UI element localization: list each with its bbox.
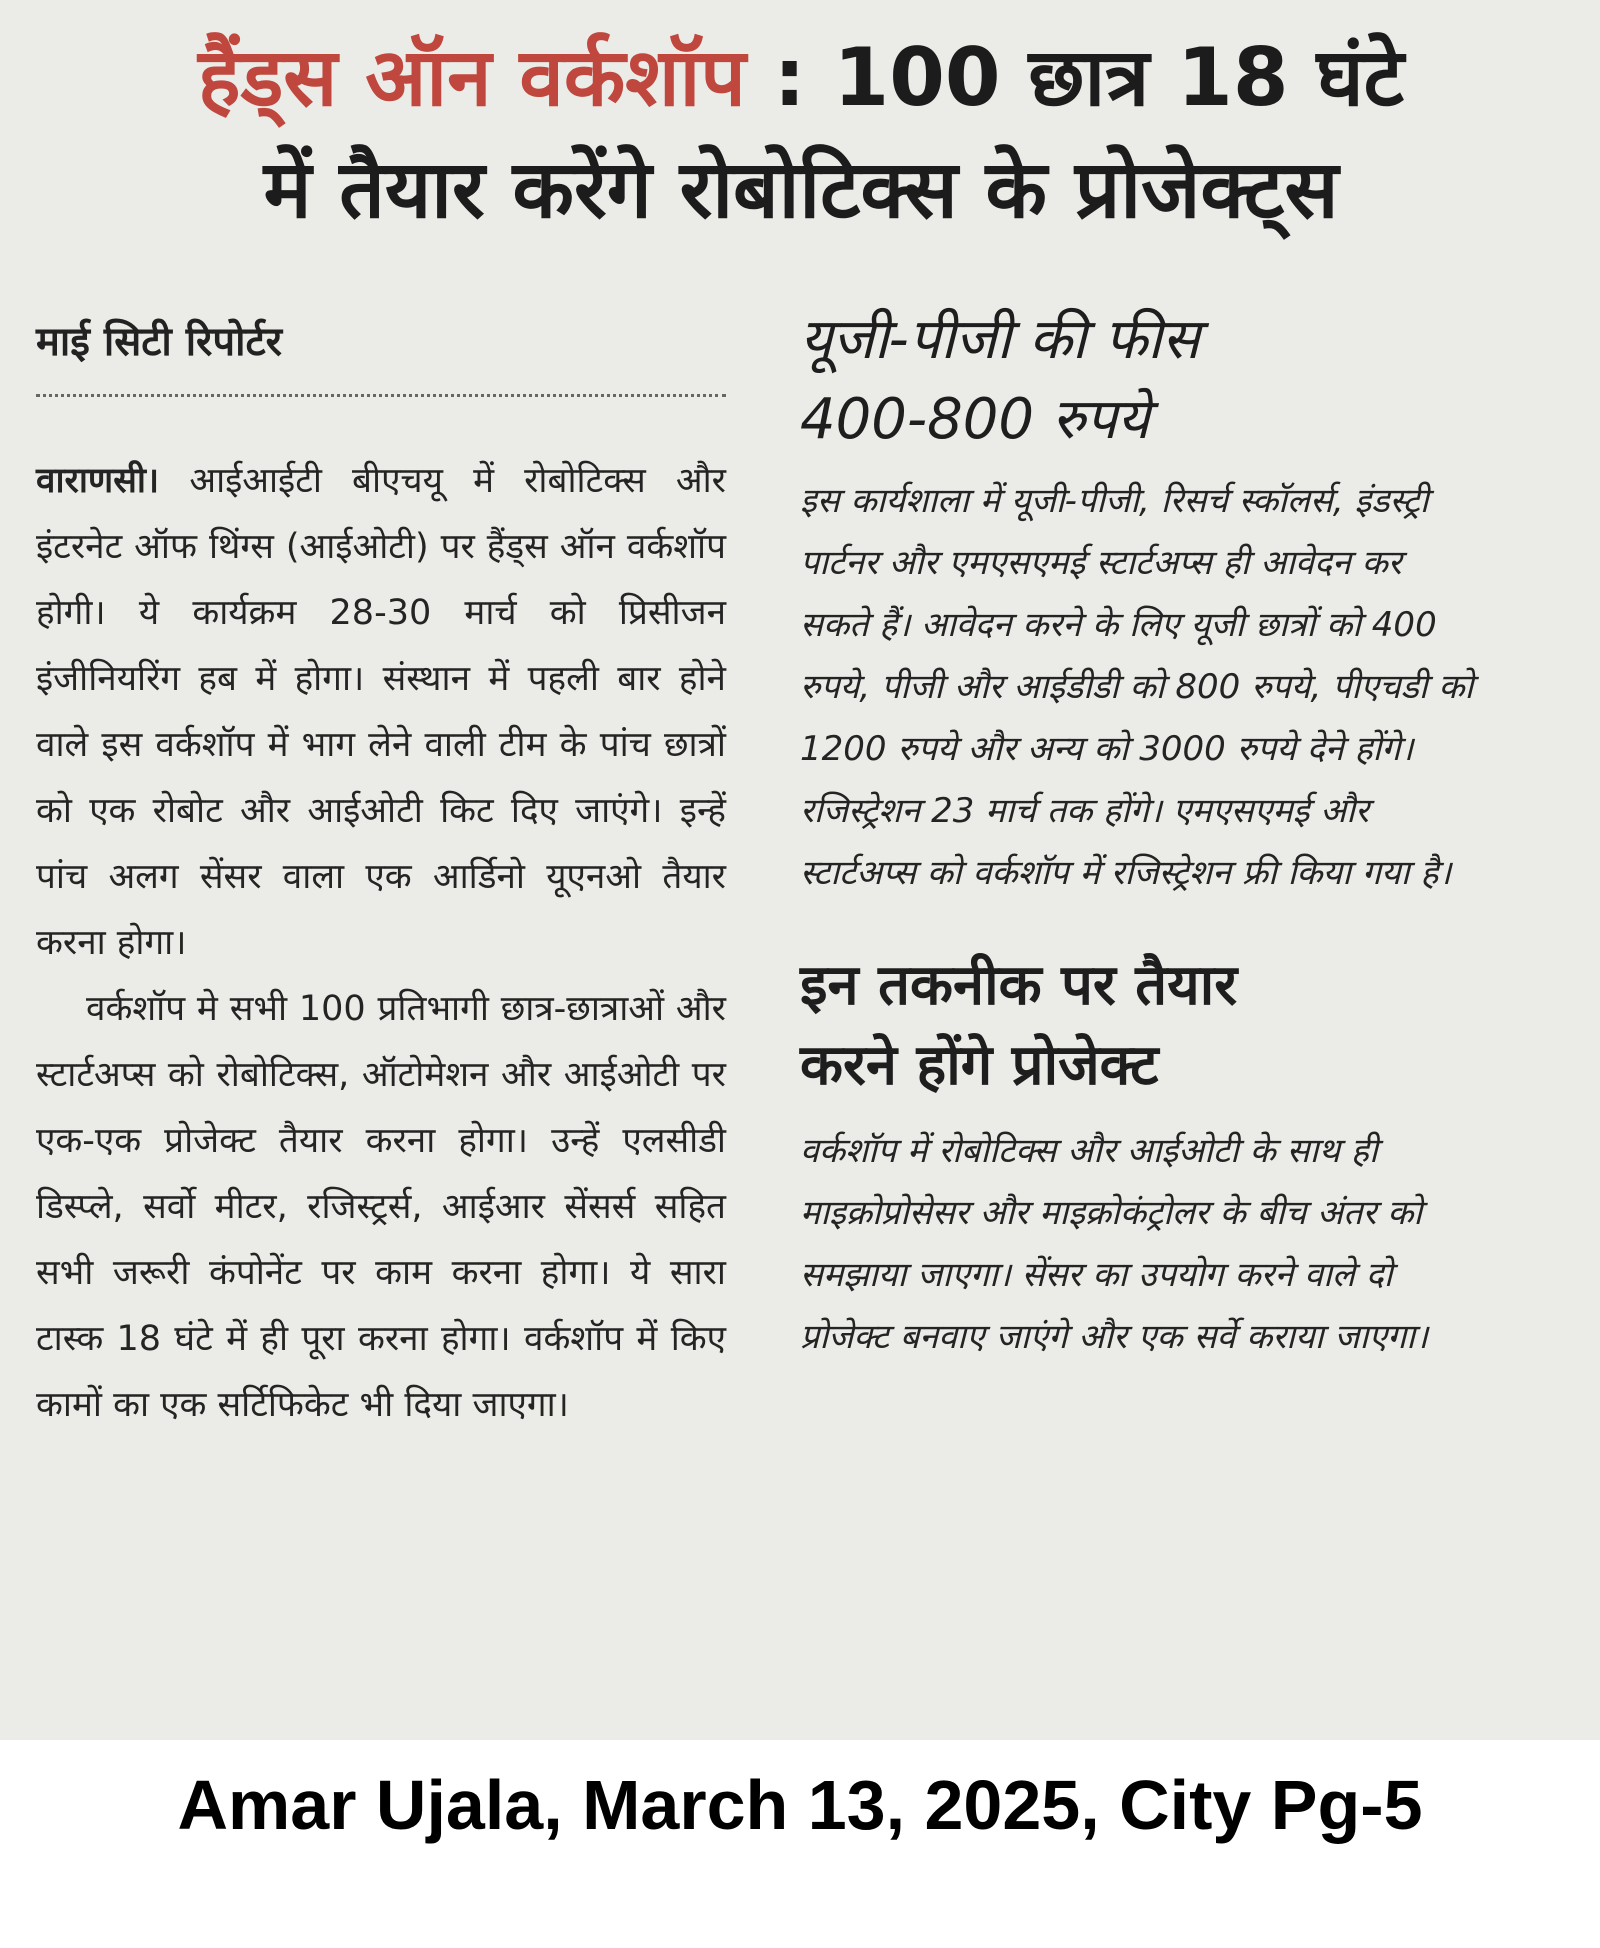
left-column [36,448,726,1438]
subhead-fees-line-1: यूजी-पीजी की फीस [800,307,1200,372]
subhead-technologies [800,946,1480,1106]
subhead-technologies-line-2: करने होंगे प्रोजेक्ट [800,1033,1159,1098]
byline-dotted-rule [36,394,726,397]
source-caption: Amar Ujala, March 13, 2025, City Pg-5 [177,1766,1423,1844]
headline-kicker: हैंड्स ऑन वर्कशॉप [198,31,746,124]
subhead-technologies-line-1: इन तकनीक पर तैयार [800,953,1238,1018]
fees-paragraph: इस कार्यशाला में यूजी-पीजी, रिसर्च स्कॉलर्स, इंडस्ट्री पार्टनर और एमएसएमई स्टार्टअप्स ही आवेदन कर सकते हैं। आवेदन करने के लिए यूजी छात्रों को 400 रुपये, पीजी और आईडीडी को 800 रुपये, पीएचडी को 1200 रुपये और अन्य को 3000 रुपये देने होंगे। रजिस्ट्रेशन 23 मार्च तक होंगे। एमएसएमई और स्टार्टअप्स को वर्कशॉप में रजिस्ट्रेशन फ्री किया गया है। [800,481,1474,893]
technologies-paragraph: वर्कशॉप में रोबोटिक्स और आईओटी के साथ ही माइक्रोप्रोसेसर और माइक्रोकंट्रोलर के बीच अंतर को समझाया जाएगा। सेंसर का उपयोग करने वाले दो प्रोजेक्ट बनवाए जाएंगे और एक सर्वे कराया जाएगा। [800,1131,1428,1357]
byline: माई सिटी रिपोर्टर [36,319,283,365]
left-paragraph-2: वर्कशॉप मे सभी 100 प्रतिभागी छात्र-छात्राओं और स्टार्टअप्स को रोबोटिक्स, ऑटोमेशन और आईओटी पर एक-एक प्रोजेक्ट तैयार करना होगा। उन्हें एलसीडी डिस्प्ले, सर्वो मीटर, रजिस्ट्रर्स, आईआर सेंसर्स सहित सभी जरूरी कंपोनेंट पर काम करना होगा। ये सारा टास्क 18 घंटे में ही पूरा करना होगा। वर्कशॉप में किए कामों का एक सर्टिफिकेट भी दिया जाएगा। [36,989,726,1425]
dateline: वाराणसी। [36,461,160,501]
subhead-fees [800,300,1480,460]
headline-line-2: में तैयार करेंगे रोबोटिक्स के प्रोजेक्ट्स [263,143,1339,236]
right-column [800,300,1480,1368]
headline-line-1-rest: 100 छात्र 18 घंटे [833,31,1404,124]
left-paragraph-1 [36,448,726,976]
headline [36,22,1566,246]
headline-separator: : [745,31,834,124]
headline-line-1 [36,22,1566,134]
left-paragraph-1-text: आईआईटी बीएचयू में रोबोटिक्स और इंटरनेट ऑफ थिंग्स (आईओटी) पर हैंड्स ऑन वर्कशॉप होगी। ये कार्यक्रम 28-30 मार्च को प्रिसीजन इंजीनियरिंग हब में होगा। संस्थान में पहली बार होने वाले इस वर्कशॉप में भाग लेने वाली टीम के पांच छात्रों को एक रोबोट और आईओटी किट दिए जाएंगे। इन्हें पांच अलग सेंसर वाला एक आर्डिनो यूएनओ तैयार करना होगा। [36,461,726,963]
subhead-fees-line-2: 400-800 रुपये [800,387,1150,452]
